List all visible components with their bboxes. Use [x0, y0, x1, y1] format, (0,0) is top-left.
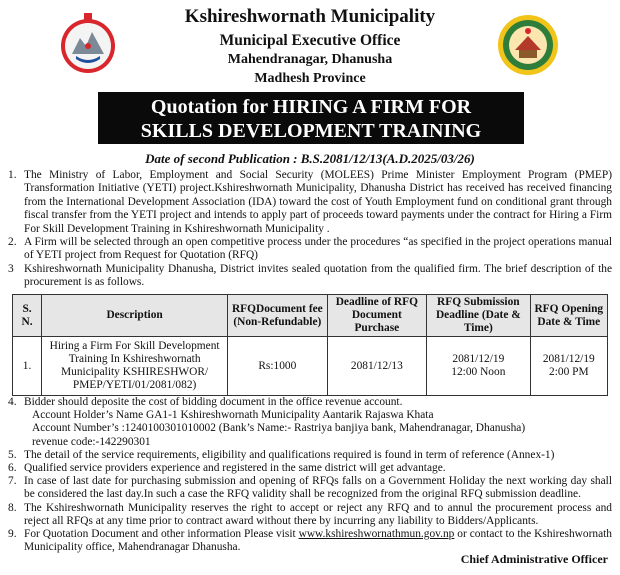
- list-item: [8, 528, 612, 554]
- account-holder: Account Holder’s Name GA1-1 Kshireshwornath Municipality Aantarik Rajaswa Khata: [32, 409, 434, 422]
- item-number: 5.: [8, 448, 17, 461]
- item-text: Kshireshwornath Municipality Dhanusha, District invites sealed quotation from the qualified firm. The brief description of the procurement is as follows.: [24, 262, 612, 289]
- list-item: [8, 396, 612, 409]
- province-name: Madhesh Province: [254, 71, 366, 86]
- cell-submission: [427, 337, 531, 396]
- website-link[interactable]: www.kshireshwornathmun.gov.np: [298, 528, 455, 541]
- item-number: 3: [8, 262, 14, 275]
- item-number: 7.: [8, 475, 17, 488]
- cell-purchase-deadline: 2081/12/13: [327, 337, 427, 396]
- list-item: [8, 475, 612, 501]
- list-item: [8, 169, 612, 236]
- item-number: 8.: [8, 501, 17, 514]
- publication-date: Date of second Publication : B.S.2081/12/13(A.D.2025/03/26): [145, 151, 475, 166]
- notice-points-bottom: [8, 396, 612, 554]
- col-description: Description: [42, 295, 228, 337]
- list-item: [8, 502, 612, 528]
- cell-opening: [530, 337, 607, 396]
- table-header-row: [13, 295, 608, 337]
- item-text: In case of last date for purchasing submission and opening of RFQs falls on a Government Holiday the next working day shall be considered the last day.In such a case the RFQ validity shall be recognized from the original RFQ submission deadline.: [24, 475, 612, 501]
- item-number: 1.: [8, 169, 17, 181]
- item-number: 4.: [8, 396, 17, 408]
- col-opening: RFQ Opening Date & Time: [530, 295, 607, 337]
- cell-description: Hiring a Firm For Skill Development Training In Kshireshwornath Municipality KSHIRESHWOR/ PMEP/YETI/01/2081/082): [42, 337, 228, 396]
- item-text: [24, 528, 612, 554]
- opening-time: 2:00 PM: [549, 366, 589, 378]
- submission-date: 2081/12/19: [452, 353, 505, 365]
- procurement-table: [12, 294, 608, 396]
- item-text: The Ministry of Labor, Employment and Social Security (MOLEES) Prime Minister Employment Program (PMEP) Transformation Initiative (YETI) project.Kshireshwornath Municipality, Dhanusha District has received has received financing from the International Development Association (IDA) toward the cost of Youth Employment fund on conditional grant through fiscal transfer from the YETI project and intends to apply part of proceeds toward payments under the contract for Hiring a Firm For Skill Development Training in Kshireshwornath Municipality .: [24, 169, 612, 235]
- notice-points-top: [8, 169, 612, 290]
- contact-text-start: For Quotation Document and other information Please visit: [24, 528, 299, 541]
- col-submission-deadline: RFQ Submission Deadline (Date & Time): [427, 295, 531, 337]
- col-fee: RFQDocument fee (Non-Refundable): [228, 295, 328, 337]
- submission-time: 12:00 Noon: [451, 366, 506, 378]
- banner-line-1: Quotation for HIRING A FIRM FOR: [150, 96, 472, 118]
- list-item: [8, 263, 612, 290]
- col-purchase-deadline: Deadline of RFQ Document Purchase: [327, 295, 427, 337]
- office-address: Mahendranagar, Dhanusha: [227, 52, 393, 67]
- cell-fee: Rs:1000: [228, 337, 328, 396]
- item-number: 2.: [8, 236, 17, 249]
- list-item: [8, 236, 612, 263]
- item-number: 6.: [8, 462, 17, 475]
- contact-text-end: or contact to the Kshireshwornath Municipality office, Mahendranagar Dhanusha.: [24, 528, 612, 554]
- account-number: Account Number’s :1240100301010002 (Bank’s Name:- Rastriya banjiya bank, Mahendranagar, Dhanusha): [32, 422, 526, 435]
- item-text: Bidder should deposite the cost of bidding document in the office revenue account.: [24, 396, 403, 408]
- table-row: [13, 337, 608, 396]
- opening-date: 2081/12/19: [542, 353, 595, 365]
- municipality-name: Kshireshwornath Municipality: [184, 6, 436, 27]
- list-item: [8, 449, 612, 462]
- list-item: [8, 462, 612, 475]
- col-sn: S. N.: [13, 295, 42, 337]
- banner-line-2: SKILLS DEVELOPMENT TRAINING: [140, 120, 482, 142]
- office-name: Municipal Executive Office: [219, 32, 401, 49]
- item-text: Qualified service providers experience and registered in the same district will get advantage.: [24, 462, 446, 475]
- municipality-seal-icon: [497, 14, 559, 76]
- item-text: A Firm will be selected through an open competitive process under the procedures “as specified in the project operations manual of YETI project from Request for Quotation (RFQ): [24, 236, 612, 262]
- item-number: 9.: [8, 528, 17, 541]
- cell-sn: 1.: [13, 337, 42, 396]
- item-text: The detail of the service requirements, eligibility and qualifications required is found in term of reference (Annex-1): [24, 448, 555, 461]
- revenue-code: revenue code:-142290301: [32, 435, 151, 448]
- signature-title: Chief Administrative Officer: [460, 552, 608, 566]
- item-text: The Kshireshwornath Municipality reserves the right to accept or reject any RFQ and to annul the procurement process and reject all RFQs at any time prior to contract award without there by incurring any liability to Bidders/Applicants.: [24, 501, 612, 527]
- title-banner: [98, 92, 524, 144]
